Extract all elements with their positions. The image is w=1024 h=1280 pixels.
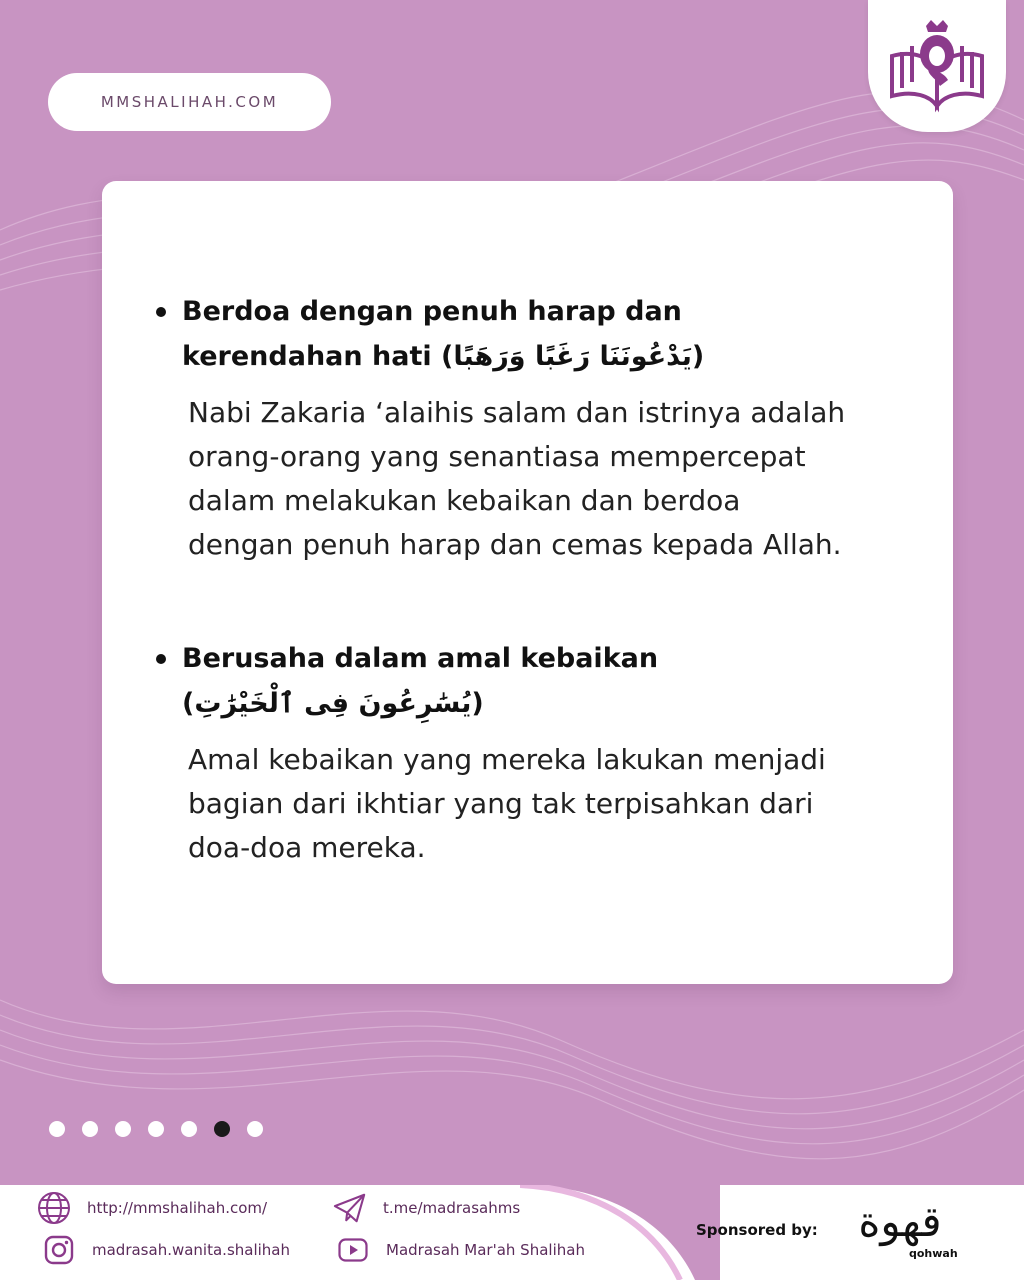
point-1-desc-line-1: Nabi Zakaria ‘alaihis salam dan istrinya adalah bbox=[188, 396, 846, 429]
website-link[interactable]: http://mmshalihah.com/ bbox=[87, 1199, 268, 1217]
point-2-desc-line-2: bagian dari ikhtiar yang tak terpisahkan dari bbox=[188, 787, 814, 820]
sponsor-latin-wordmark: qohwah bbox=[909, 1247, 958, 1260]
point-2-desc-line-3: doa-doa mereka. bbox=[188, 831, 426, 864]
site-label-pill[interactable] bbox=[48, 73, 331, 131]
sponsor-label: Sponsored by: bbox=[696, 1221, 818, 1239]
point-2-desc-line-1: Amal kebaikan yang mereka lakukan menjadi bbox=[188, 743, 826, 776]
point-1-desc-line-2: orang-orang yang senantiasa mempercepat bbox=[188, 440, 806, 473]
footer-youtube[interactable] bbox=[336, 1233, 585, 1267]
pagination-dot-active[interactable] bbox=[214, 1121, 230, 1137]
point-1-desc-line-4: dengan penuh harap dan cemas kepada Allah. bbox=[188, 528, 842, 561]
content-card bbox=[102, 181, 953, 984]
sponsor-arabic-wordmark: قهوة bbox=[858, 1197, 942, 1246]
pagination-dot[interactable] bbox=[49, 1121, 65, 1137]
open-book-crown-logo-icon bbox=[884, 16, 990, 116]
pagination-dot[interactable] bbox=[247, 1121, 263, 1137]
youtube-icon bbox=[336, 1233, 370, 1267]
point-1-title bbox=[154, 289, 914, 379]
pagination-dot[interactable] bbox=[181, 1121, 197, 1137]
pagination-dot[interactable] bbox=[115, 1121, 131, 1137]
point-2-description bbox=[154, 738, 914, 870]
telegram-icon bbox=[333, 1191, 367, 1225]
globe-icon bbox=[37, 1191, 71, 1225]
point-2 bbox=[154, 636, 914, 870]
point-2-title-line-2: (يُسَٰرِعُونَ فِى ٱلْخَيْرَٰتِ) bbox=[182, 688, 484, 719]
point-1-title-line-1: Berdoa dengan penuh harap dan bbox=[182, 296, 682, 327]
footer bbox=[0, 1185, 1024, 1280]
point-2-title-line-1: Berusaha dalam amal kebaikan bbox=[182, 643, 659, 674]
slide-pagination bbox=[49, 1121, 263, 1137]
instagram-icon bbox=[42, 1233, 76, 1267]
point-1-title-line-2: kerendahan hati (يَدْعُونَنَا رَغَبًا وَرَهَبًا) bbox=[182, 341, 705, 372]
sponsor-logo[interactable] bbox=[835, 1199, 975, 1269]
instagram-handle[interactable]: madrasah.wanita.shalihah bbox=[92, 1241, 290, 1259]
bullet-icon bbox=[156, 307, 166, 317]
site-label: MMSHALIHAH.COM bbox=[100, 93, 279, 111]
point-1 bbox=[154, 289, 914, 567]
pagination-dot[interactable] bbox=[82, 1121, 98, 1137]
youtube-channel[interactable]: Madrasah Mar'ah Shalihah bbox=[386, 1241, 585, 1259]
pagination-dot[interactable] bbox=[148, 1121, 164, 1137]
telegram-link[interactable]: t.me/madrasahms bbox=[383, 1199, 521, 1217]
footer-instagram[interactable] bbox=[42, 1233, 290, 1267]
footer-telegram[interactable] bbox=[333, 1191, 520, 1225]
brand-logo-badge[interactable] bbox=[868, 0, 1006, 132]
point-2-title bbox=[154, 636, 914, 726]
point-1-desc-line-3: dalam melakukan kebaikan dan berdoa bbox=[188, 484, 741, 517]
point-1-description bbox=[154, 391, 914, 567]
footer-website[interactable] bbox=[37, 1191, 267, 1225]
bullet-icon bbox=[156, 654, 166, 664]
